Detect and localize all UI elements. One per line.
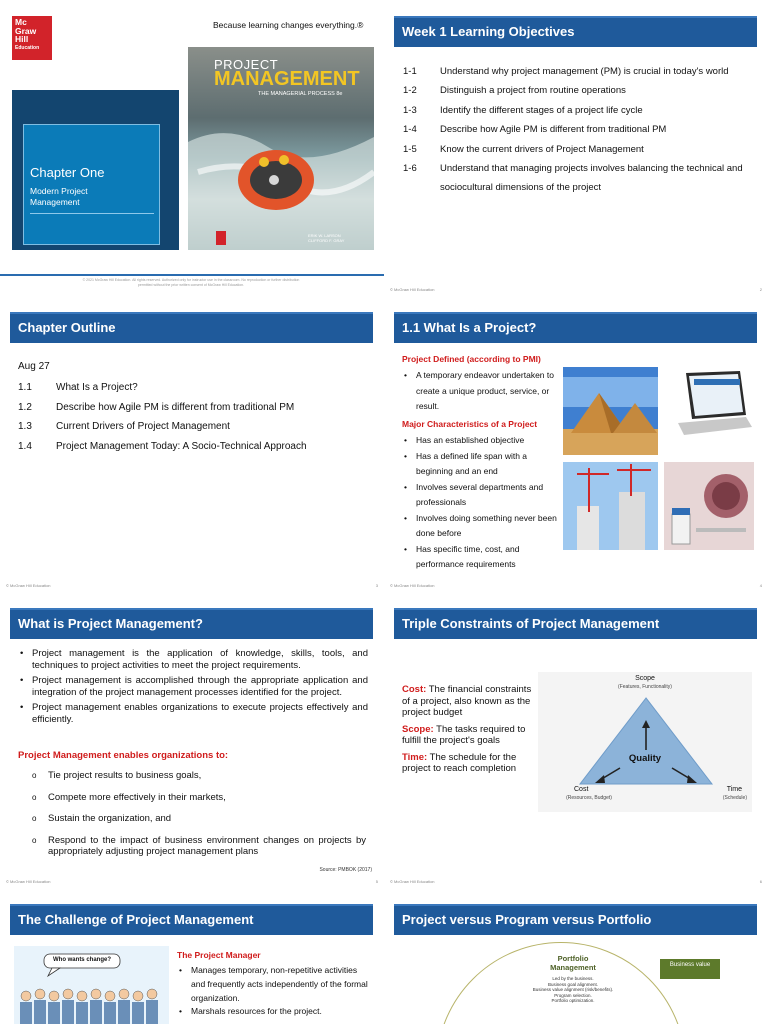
pm-enables-list (18, 770, 366, 858)
pm-enables-heading: Project Management enables organizations to: (18, 750, 229, 761)
logo-line: Hill (15, 34, 29, 44)
laptop-photo (664, 367, 754, 455)
characteristics-list (402, 433, 562, 573)
outline-number: 1.2 (18, 401, 32, 413)
outline-date: Aug 27 (18, 361, 50, 372)
triangle-panel (538, 672, 752, 812)
construction-photo (563, 462, 658, 550)
portfolio-lines (501, 976, 645, 1004)
outline-number: 1.1 (18, 382, 32, 393)
portfolio-line: Portfolio optimization. (551, 998, 595, 1003)
objective-row (403, 120, 753, 139)
slide-objectives (384, 0, 768, 296)
raft-image (188, 102, 374, 250)
portfolio-line: Program selection. (554, 992, 592, 998)
outline-list (18, 378, 373, 456)
objective-row (403, 101, 753, 120)
slide-title: Chapter Outline (10, 312, 373, 343)
tagline: Because learning changes everything.® (213, 20, 364, 30)
portfolio-line: Led by the business. (552, 976, 594, 981)
triangle-cost-sub: (Resources, Budget) (566, 795, 612, 801)
slide-footer (6, 583, 378, 588)
objective-text: Know the current drivers of Project Management (440, 143, 644, 155)
footer-text: © McGraw Hill Education (390, 583, 435, 588)
project-defined-list (402, 368, 562, 415)
source-note: Source: PMBOK (2017) (319, 867, 372, 873)
objective-text: Describe how Agile PM is different from traditional PM (440, 124, 667, 136)
project-defined-heading: Project Defined (according to PMI) (402, 354, 541, 364)
footer-text: © McGraw Hill Education (390, 287, 435, 292)
triangle-time-label: Time (726, 786, 742, 793)
constraint-cost (402, 684, 538, 719)
pm-enables-item: o Tie project results to business goals, (18, 770, 366, 782)
objective-text: Distinguish a project from routine operations (440, 85, 626, 97)
slide-cover (0, 0, 384, 296)
page-number: 5 (375, 879, 378, 884)
pm-enables-item: o Sustain the organization, and (18, 813, 366, 825)
outline-row (18, 398, 373, 418)
slide-title: Week 1 Learning Objectives (394, 16, 757, 47)
cost-text: The financial constraints of a project, also known as the project budget (402, 684, 532, 718)
characteristic-item: • Has a defined life span with a beginning and an end (402, 449, 562, 480)
footer-text: © McGraw Hill Education (6, 583, 51, 588)
business-value-box: Business value (660, 959, 720, 979)
footer-text: © McGraw Hill Education (390, 879, 435, 884)
project-defined-text: • A temporary endeavor undertaken to create a unique product, service, or result. (402, 368, 562, 415)
pm-definition-item: • Project management is the application of knowledge, skills, tools, and techniques to project activities to meet the project requirements. (18, 648, 368, 671)
slide-title: 1.1 What Is a Project? (394, 312, 757, 343)
objective-text: Understand that managing projects involves balancing the technical and sociocultural dimensions of the project (440, 163, 743, 194)
objective-row (403, 140, 753, 159)
characteristic-item: • Has specific time, cost, and performance requirements (402, 542, 562, 573)
pm-enables-item: o Respond to the impact of business environment changes on projects by appropriately adjusting project management plans (18, 835, 366, 858)
slide-project-program-portfolio (384, 888, 768, 1024)
page-number: 6 (759, 879, 762, 884)
book-authors: ERIK W. LARSON CLIFFORD F. GRAY (308, 233, 345, 243)
characteristic-item: • Involves doing something never been done before (402, 511, 562, 542)
outline-row (18, 417, 373, 437)
book-title-main: MANAGEMENT (214, 68, 360, 90)
slide-bottom-line (0, 274, 384, 276)
portfolio-line: Business goal alignment. (547, 981, 599, 987)
mcgraw-hill-logo (12, 16, 52, 60)
objective-text: Understand why project management (PM) is crucial in today's world (440, 66, 729, 77)
chapter-title: Chapter One (30, 165, 105, 180)
constraint-definitions (402, 684, 538, 775)
outline-number: 1.4 (18, 440, 32, 452)
chapter-box (23, 124, 160, 245)
objective-number: 1-2 (403, 85, 417, 97)
copyright: © 2021 McGraw Hill Education. All rights reserved. Authorized only for instructor use in the classroom. No reproduction or further distribution permitted without the prior written consent of McGraw Hill Education. (82, 278, 300, 287)
slide-chapter-outline (0, 296, 384, 592)
book-cover (188, 47, 374, 250)
objectives-list (403, 62, 753, 198)
page-number: 3 (375, 583, 378, 588)
slide-footer (390, 583, 762, 588)
pm-definition-list (18, 648, 368, 725)
time-text: The schedule for the project to reach completion (402, 751, 517, 774)
outline-text: Project Management Today: A Socio-Technical Approach (56, 440, 307, 452)
pm-enables-item: o Compete more effectively in their markets, (18, 792, 366, 804)
triangle-time-sub: (Schedule) (722, 795, 747, 801)
objective-number: 1-1 (403, 66, 417, 77)
objective-row (403, 62, 753, 81)
triangle-quality-label: Quality (628, 753, 662, 764)
scope-label: Scope: (402, 723, 434, 735)
logo-line: Education (15, 44, 40, 51)
chapter-divider (30, 213, 154, 214)
publisher-logo (216, 231, 226, 245)
slide-footer (390, 879, 762, 884)
slide-what-is-project (384, 296, 768, 592)
outline-text: Describe how Agile PM is different from traditional PM (56, 401, 295, 413)
slide-title: Project versus Program versus Portfolio (394, 904, 757, 935)
triple-constraint-triangle (538, 672, 752, 812)
slide-challenge-of-pm (0, 888, 384, 1024)
objective-row (403, 81, 753, 100)
logo-line: Graw (15, 25, 37, 36)
scope-text: The tasks required to fulfill the project's goals (402, 723, 526, 746)
slide-triple-constraints (384, 592, 768, 888)
chapter-panel (12, 90, 179, 250)
book-title-top: PROJECT (214, 57, 279, 72)
characteristic-item: • Has an established objective (402, 433, 562, 449)
cartoon-sign-text: Who wants change? (52, 957, 111, 963)
project-manager-item: • Manages temporary, non-repetitive activities and frequently acts independently of the formal organization. (177, 964, 372, 1005)
time-label: Time: (402, 751, 428, 763)
slide-title: The Challenge of Project Management (10, 904, 373, 935)
outline-text: What Is a Project? (56, 382, 138, 393)
triangle-scope-sub: (Features, Functionality) (618, 684, 672, 690)
triangle-cost-label: Cost (574, 786, 589, 793)
project-manager-list (177, 964, 372, 1019)
outline-number: 1.3 (18, 421, 32, 432)
slide-footer (6, 879, 378, 884)
slide-title: Triple Constraints of Project Management (394, 608, 757, 639)
page-number: 4 (759, 583, 762, 588)
characteristic-item: • Involves several departments and professionals (402, 480, 562, 511)
objective-number: 1-3 (403, 104, 417, 116)
constraint-scope (402, 724, 538, 747)
logo-line: Mc (15, 17, 27, 27)
pm-definition-item: • Project management is accomplished through the appropriate application and integration of the project management processes identified for the project. (18, 675, 368, 698)
book-subtitle: THE MANAGERIAL PROCESS 8e (258, 91, 343, 97)
constraint-time (402, 752, 538, 775)
slide-what-is-pm (0, 592, 384, 888)
objective-row (403, 159, 753, 198)
outline-row (18, 378, 373, 398)
cost-label: Cost: (402, 684, 427, 695)
pm-definition-item: • Project management enables organizations to execute projects effectively and efficiently. (18, 702, 368, 725)
objective-number: 1-4 (403, 124, 417, 136)
slide-footer (390, 287, 762, 292)
triangle-scope-label: Scope (635, 675, 655, 682)
footer-text: © McGraw Hill Education (6, 879, 51, 884)
pyramids-photo (563, 367, 658, 455)
project-manager-item: • Marshals resources for the project. (177, 1005, 372, 1019)
objective-text: Identify the different stages of a project life cycle (440, 104, 643, 116)
virus-vaccine-photo (664, 462, 754, 550)
slide-title: What is Project Management? (10, 608, 373, 639)
objective-number: 1-5 (403, 143, 417, 155)
project-manager-heading: The Project Manager (177, 950, 261, 960)
objective-number: 1-6 (403, 163, 417, 175)
outline-text: Current Drivers of Project Management (56, 421, 230, 432)
portfolio-line: Business value alignment (risk/benefits). (532, 987, 614, 992)
page-number: 2 (759, 287, 762, 292)
portfolio-title: Portfolio Management (550, 954, 596, 972)
outline-row (18, 437, 373, 457)
major-characteristics-heading: Major Characteristics of a Project (402, 419, 538, 429)
chapter-subtitle: Modern Project Management (30, 186, 88, 207)
